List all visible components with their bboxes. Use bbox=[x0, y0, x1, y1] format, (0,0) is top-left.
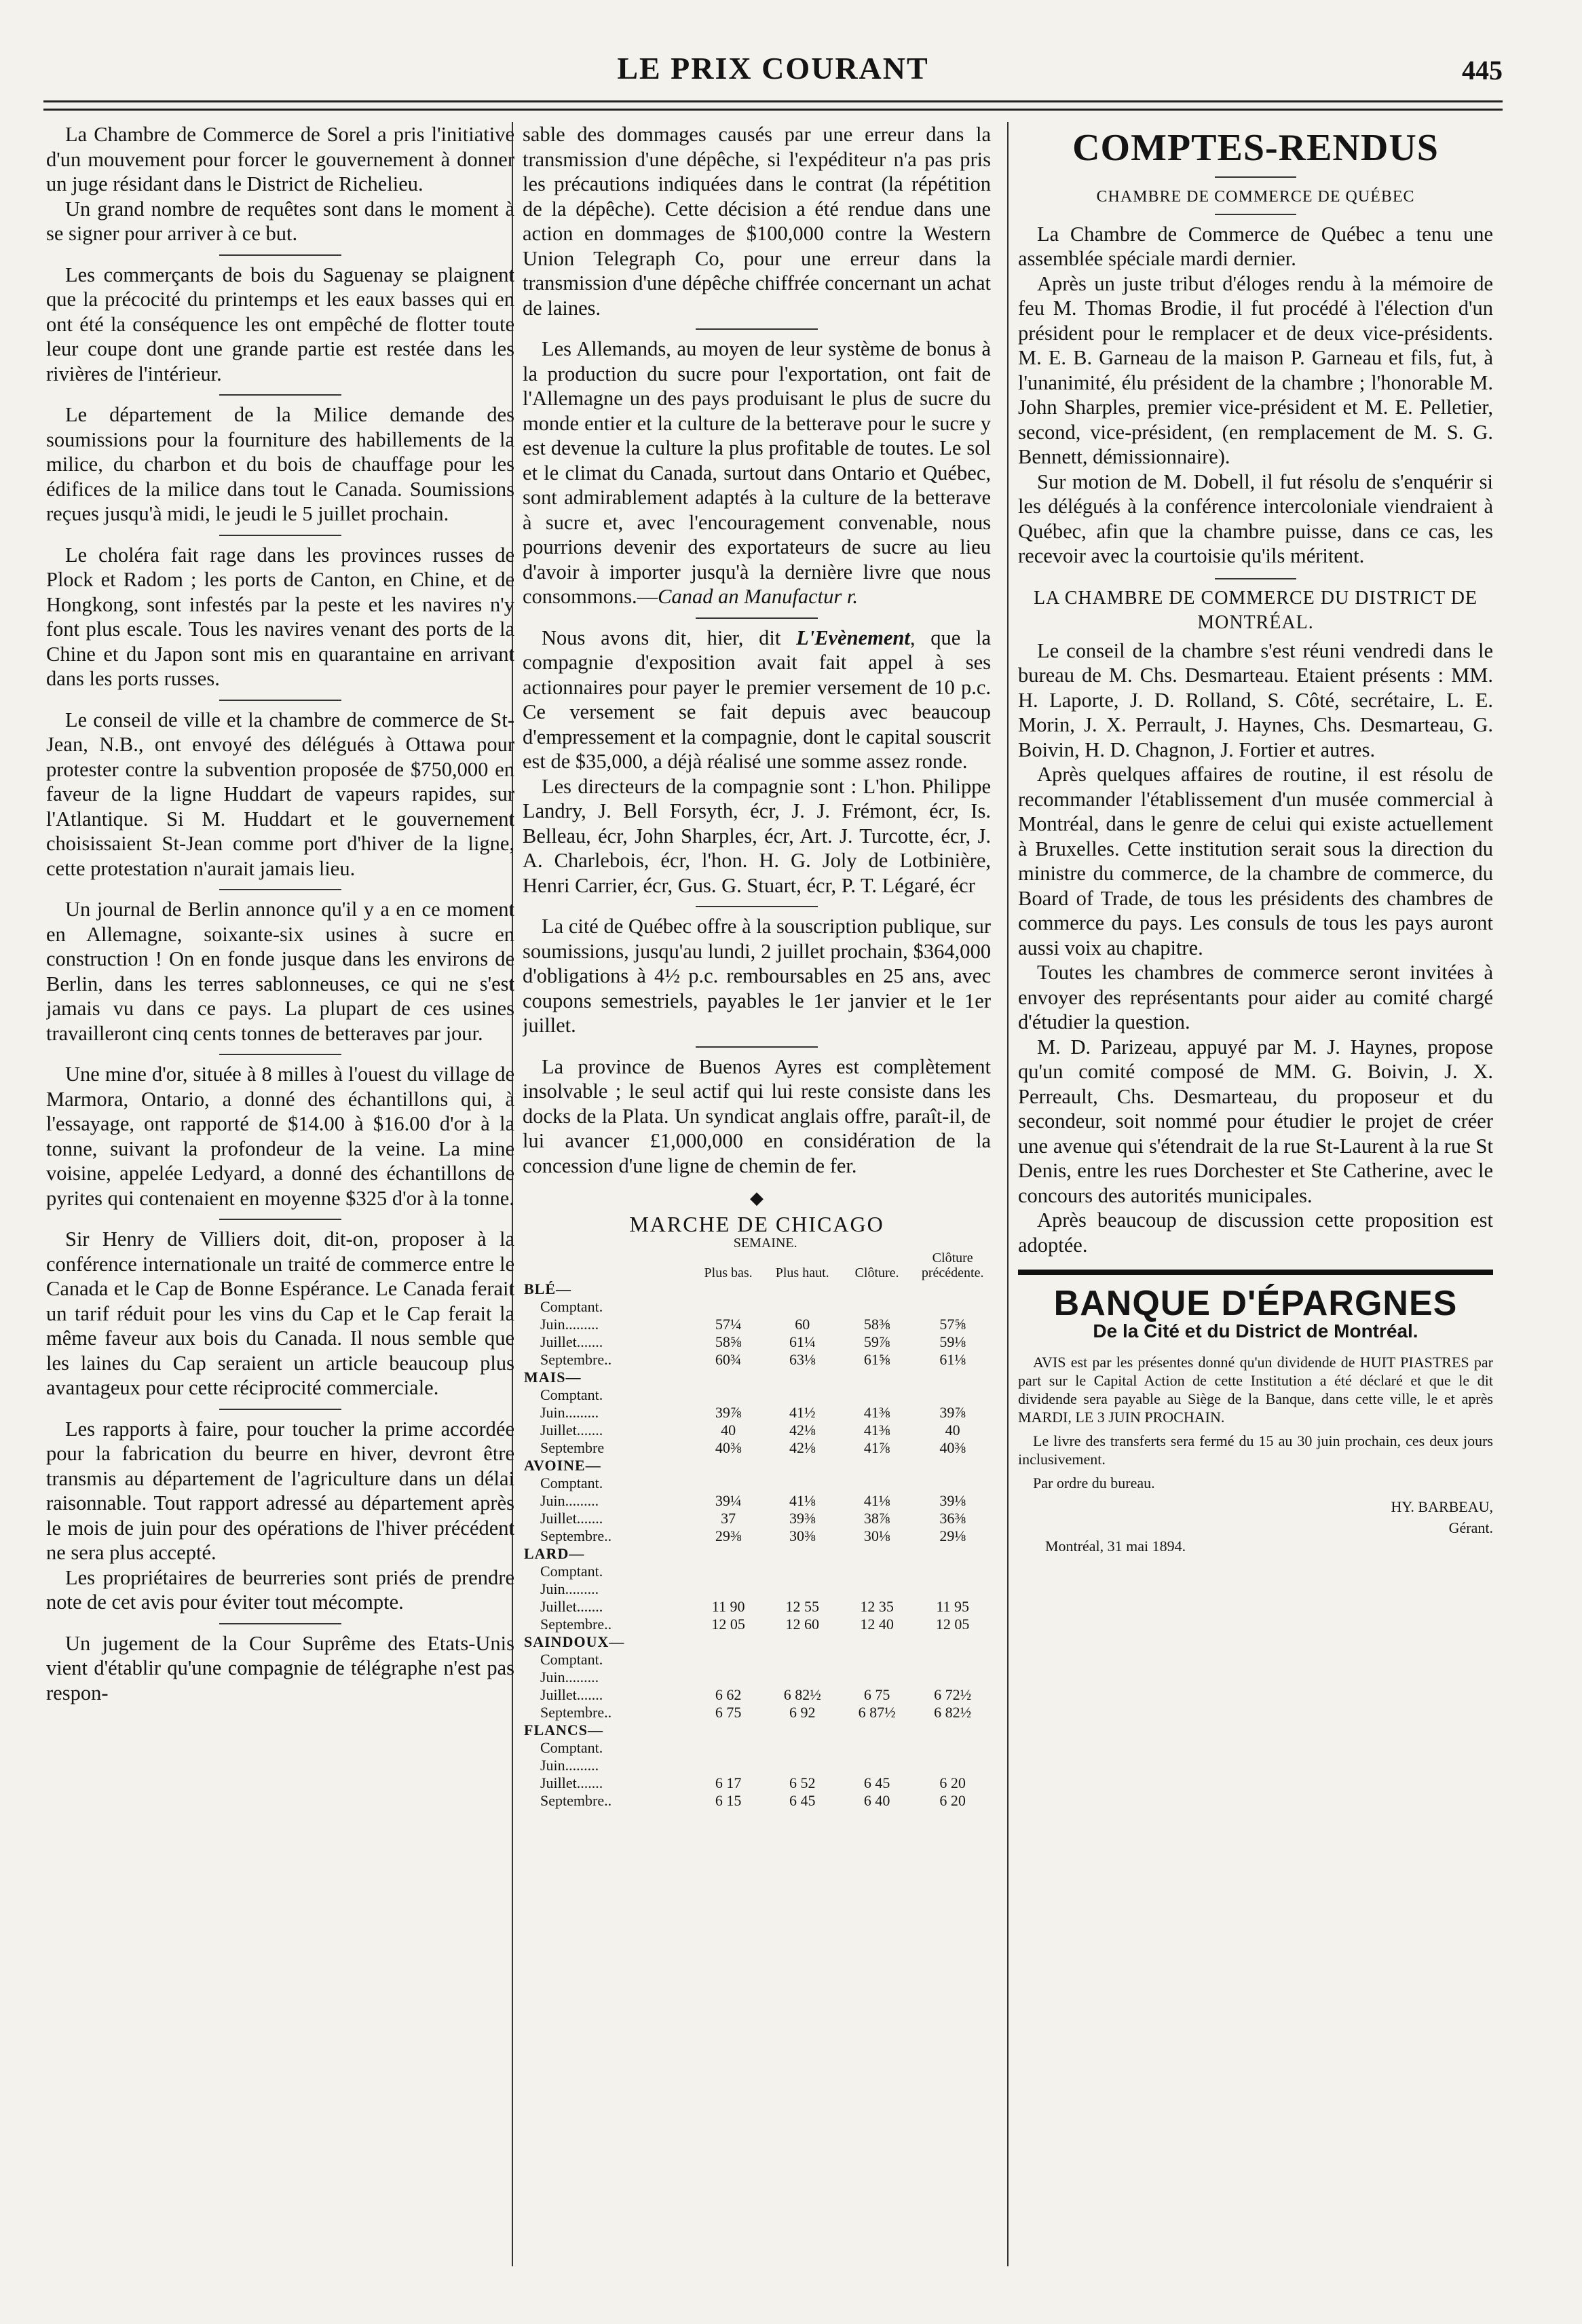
market-cell: 41⅛ bbox=[789, 1491, 816, 1509]
market-cell bbox=[766, 1386, 840, 1404]
article-milice: Le département de la Milice demande des soumissions pour la fourniture des habillements de la milice, du charbon et du bois de chauffage pour les édifices de la milice dans tout le Canada. Soumissions reçues jusqu'à midi, le jeudi le 5 juillet prochain. bbox=[46, 403, 514, 525]
article-beurre-2: Les propriétaires de beurreries sont priés de prendre note de cet avis pour éviter tout mécompte. bbox=[46, 1565, 514, 1614]
market-cell: 41⅜ bbox=[863, 1403, 890, 1421]
notice-p3: Par ordre du bureau. bbox=[1033, 1474, 1155, 1491]
article-sorel-2: Un grand nombre de requêtes sont dans le moment à se signer pour arriver à ce but. bbox=[46, 197, 514, 245]
market-row-label: Juin......... bbox=[540, 1491, 599, 1509]
market-cell: 6 20 bbox=[939, 1791, 966, 1809]
market-row-label: Septembre bbox=[540, 1439, 605, 1456]
market-cell: 12 60 bbox=[785, 1615, 819, 1633]
market-title: MARCHE DE CHICAGO bbox=[629, 1211, 884, 1236]
market-cell bbox=[692, 1669, 766, 1686]
column-2 bbox=[523, 122, 991, 2273]
article-saguenay: Les commerçants de bois du Saguenay se plaignent que la précocité du printemps et les eaux basses qui en ont été la conséquence les ont empêché de flotter toute leur coupe dont une grande partie est restée dans les rivières de l'intérieur. bbox=[46, 263, 514, 385]
market-col-header: Clôture précédente. bbox=[921, 1250, 984, 1280]
market-cell: 6 75 bbox=[715, 1703, 742, 1721]
market-cell: 6 82½ bbox=[934, 1703, 972, 1721]
market-cell: 12 05 bbox=[935, 1615, 970, 1633]
market-cell bbox=[914, 1580, 991, 1598]
market-row-label: Comptant. bbox=[540, 1650, 603, 1668]
article-exposition-lead: Nous avons dit, hier, dit bbox=[542, 626, 781, 649]
market-row bbox=[523, 1757, 991, 1774]
notice-p1: AVIS est par les présentes donné qu'un dividende de HUIT PIASTRES par part sur le Capital Action de cette Institution a été déclaré et que le dit dividende sera payable au Siège de la Banque, dans cette ville, le et après MARDI, LE 3 JUIN PROCHAIN. bbox=[1018, 1354, 1493, 1426]
separator bbox=[219, 254, 341, 256]
report-montreal-p2: Après quelques affaires de routine, il est résolu de recommander l'établissement d'un musée commercial à Montréal, dans le genre de celui qui existe actuellement à Bruxelles. Cette institution serait sous la direction du ministre du commerce, de la chambre de commerce, du Board of Trade, de tous les présidents des chambres de commerce du pays. Les consuls de tous les pays auront aussi voix au chapitre. bbox=[1018, 763, 1493, 959]
separator bbox=[219, 1409, 341, 1410]
market-cell: 29⅜ bbox=[715, 1527, 742, 1544]
market-cell: 6 40 bbox=[863, 1791, 890, 1809]
market-row bbox=[523, 1580, 991, 1598]
report-quebec-p3: Sur motion de M. Dobell, il fut résolu de s'enquérir si les délégués à la conférence intercoloniale viendraient à Québec, afin que la chambre puisse, dans ce cas, les recevoir avec la courtoisie qu'ils méritent. bbox=[1018, 470, 1493, 567]
separator bbox=[696, 906, 818, 907]
market-row bbox=[523, 1739, 991, 1757]
report-quebec-p1: La Chambre de Commerce de Québec a tenu une assemblée spéciale mardi dernier. bbox=[1018, 222, 1493, 270]
market-row bbox=[523, 1439, 991, 1457]
section-heading: COMPTES-RENDUS bbox=[1072, 127, 1439, 169]
market-cell: 6 87½ bbox=[858, 1703, 896, 1721]
market-cell bbox=[692, 1563, 766, 1580]
market-cell: 12 40 bbox=[860, 1615, 894, 1633]
market-cell bbox=[840, 1651, 915, 1669]
market-row-label: Juin......... bbox=[540, 1756, 599, 1774]
market-cell bbox=[692, 1739, 766, 1757]
market-row-label: Comptant. bbox=[540, 1562, 603, 1580]
article-exposition-source: L'Evènement bbox=[796, 626, 910, 649]
market-section-name: SAINDOUX— bbox=[524, 1633, 625, 1650]
article-mine-or: Une mine d'or, située à 8 milles à l'ouest du village de Marmora, Ontario, a donné des échantillons qui, à l'essayage, ont rapporté de $14.00 à $16.00 d'or à la tonne, suivant la profondeur de la veine. La mine voisine, appelée Ledyard, a donné des échantillons de pyrites qui contenaient en moyenne $325 d'or à la tonne. bbox=[46, 1063, 514, 1210]
separator bbox=[219, 889, 341, 890]
market-cell bbox=[914, 1757, 991, 1774]
market-row-label: Septembre.. bbox=[540, 1350, 612, 1368]
market-cell bbox=[766, 1669, 840, 1686]
market-section-row bbox=[523, 1457, 991, 1474]
market-cell: 30⅛ bbox=[863, 1527, 890, 1544]
market-row bbox=[523, 1563, 991, 1580]
market-cell bbox=[840, 1757, 915, 1774]
market-cell: 6 15 bbox=[715, 1791, 742, 1809]
market-row bbox=[523, 1651, 991, 1669]
market-row bbox=[523, 1774, 991, 1792]
market-cell: 60¾ bbox=[715, 1350, 742, 1368]
market-cell: 29⅛ bbox=[939, 1527, 966, 1544]
market-cell: 40 bbox=[721, 1421, 736, 1439]
market-cell: 30⅜ bbox=[789, 1527, 816, 1544]
market-cell bbox=[766, 1757, 840, 1774]
market-cell: 6 92 bbox=[789, 1703, 816, 1721]
market-row bbox=[523, 1686, 991, 1704]
market-cell: 12 55 bbox=[785, 1597, 819, 1615]
market-cell: 58⅜ bbox=[863, 1315, 890, 1333]
market-row bbox=[523, 1598, 991, 1616]
market-section-row bbox=[523, 1545, 991, 1563]
market-cell: 6 45 bbox=[863, 1774, 890, 1791]
market-cell: 60 bbox=[795, 1315, 810, 1333]
market-row-label: Juillet....... bbox=[540, 1333, 603, 1350]
article-allemands-text: Les Allemands, au moyen de leur système de bonus à la production du sucre pour l'exportation, ont fait de l'Allemagne un des pays produisant le plus de sucre du monde entier et la culture de la betterave pour le sucre y est devenue la culture la plus profitable de toutes. Le sol et le climat du Canada, surtout dans Ontario et Québec, sont admirablement adaptés à la culture de la betterave à sucre et, avec l'encouragement convenable, nous pourrions devenir des exportateurs de sucre au lieu d'avoir à importer jusqu'à la dernière livre que nous consommons.— bbox=[523, 337, 991, 608]
report-montreal-p4: M. D. Parizeau, appuyé par M. J. Haynes, propose qu'un comité composé de MM. G. Boivin, J. X. Perreault, Chs. Desmarteau, du proposeur et du secondeur, soit nommé pour étudier le projet de créer une avenue qui s'étendrait de la rue St-Laurent à la rue St Denis, entre les rues Dorchester et Ste Catherine, avec le concours des autorités municipales. bbox=[1018, 1035, 1493, 1207]
market-cell: 6 20 bbox=[939, 1774, 966, 1791]
market-cell bbox=[840, 1298, 915, 1316]
advert-rule bbox=[1018, 1270, 1493, 1275]
market-row-label: Juillet....... bbox=[540, 1509, 603, 1527]
market-row bbox=[523, 1316, 991, 1333]
market-cell bbox=[914, 1298, 991, 1316]
separator bbox=[219, 1054, 341, 1055]
market-row bbox=[523, 1298, 991, 1316]
market-row-label: Juin......... bbox=[540, 1668, 599, 1685]
article-cholera: Le choléra fait rage dans les provinces russes de Plock et Radom ; les ports de Canton, en Chine, et de Hongkong, sont infestés par la peste et les navires n'y font plus escale. Tous les navires venant des ports de la Chine et du Japon sont mis en quarantaine en arrivant dans les ports russes. bbox=[46, 543, 514, 690]
market-cell bbox=[914, 1669, 991, 1686]
market-cell: 6 72½ bbox=[934, 1685, 972, 1703]
market-row-label: Comptant. bbox=[540, 1297, 603, 1315]
market-cell bbox=[766, 1651, 840, 1669]
masthead bbox=[43, 41, 1503, 88]
market-cell: 39⅞ bbox=[715, 1403, 742, 1421]
market-cell: 6 52 bbox=[789, 1774, 816, 1791]
notice-p2: Le livre des transferts sera fermé du 15 au 30 juin prochain, ces deux jours inclusivement. bbox=[1018, 1432, 1493, 1468]
market-group-header: SEMAINE. bbox=[733, 1235, 797, 1251]
market-cell: 57¼ bbox=[715, 1315, 742, 1333]
market-cell bbox=[840, 1669, 915, 1686]
advert-notice bbox=[1018, 1353, 1493, 1555]
ornament-icon: ◆ bbox=[750, 1188, 764, 1208]
separator bbox=[696, 1046, 818, 1048]
notice-dateline: Montréal, 31 mai 1894. bbox=[1045, 1538, 1186, 1555]
market-cell: 59⅞ bbox=[863, 1333, 890, 1350]
market-row bbox=[523, 1669, 991, 1686]
market-cell: 6 17 bbox=[715, 1774, 742, 1791]
market-cell bbox=[692, 1757, 766, 1774]
separator bbox=[219, 1623, 341, 1624]
market-cell bbox=[766, 1563, 840, 1580]
market-cell bbox=[914, 1386, 991, 1404]
market-col-header: Clôture. bbox=[854, 1265, 899, 1280]
market-cell: 6 45 bbox=[789, 1791, 816, 1809]
market-cell: 59⅛ bbox=[939, 1333, 966, 1350]
column-1 bbox=[46, 122, 514, 2273]
market-section-name: BLÉ— bbox=[524, 1280, 572, 1297]
separator bbox=[219, 394, 341, 396]
market-row-label: Juillet....... bbox=[540, 1685, 603, 1703]
market-row bbox=[523, 1527, 991, 1545]
separator bbox=[1215, 176, 1296, 178]
market-cell bbox=[692, 1298, 766, 1316]
market-col-header: Plus haut. bbox=[775, 1265, 829, 1280]
market-cell: 11 90 bbox=[711, 1597, 745, 1615]
market-cell: 41⅜ bbox=[863, 1421, 890, 1439]
separator bbox=[696, 617, 818, 619]
report-montreal-p5: Après beaucoup de discussion cette proposition est adoptée. bbox=[1018, 1208, 1493, 1257]
market-row bbox=[523, 1404, 991, 1422]
market-cell bbox=[766, 1580, 840, 1598]
market-cell bbox=[692, 1580, 766, 1598]
report-montreal-p3: Toutes les chambres de commerce seront invitées à envoyer des représentants pour aider au comité chargé d'étudier la question. bbox=[1018, 961, 1493, 1033]
market-section-name: AVOINE— bbox=[524, 1456, 601, 1474]
market-cell: 38⅞ bbox=[863, 1509, 890, 1527]
market-row-label: Comptant. bbox=[540, 1386, 603, 1403]
market-cell bbox=[840, 1563, 915, 1580]
market-cell: 39⅞ bbox=[939, 1403, 966, 1421]
market-cell bbox=[692, 1651, 766, 1669]
market-row bbox=[523, 1510, 991, 1527]
market-row-label: Comptant. bbox=[540, 1738, 603, 1756]
market-row-label: Septembre.. bbox=[540, 1703, 612, 1721]
advert-title: BANQUE D'ÉPARGNES bbox=[1053, 1284, 1458, 1323]
market-section-row bbox=[523, 1280, 991, 1298]
market-row bbox=[523, 1422, 991, 1439]
market-cell: 61¼ bbox=[789, 1333, 816, 1350]
column-divider-2 bbox=[1007, 122, 1009, 2266]
market-row bbox=[523, 1704, 991, 1721]
notice-signature: HY. BARBEAU, bbox=[1391, 1498, 1493, 1515]
subheading-quebec: CHAMBRE DE COMMERCE DE QUÉBEC bbox=[1096, 188, 1415, 206]
market-cell: 41½ bbox=[789, 1403, 816, 1421]
market-row-label: Juillet....... bbox=[540, 1597, 603, 1615]
market-section-name: MAIS— bbox=[524, 1368, 582, 1386]
market-section-row bbox=[523, 1721, 991, 1739]
market-cell: 42⅛ bbox=[789, 1421, 816, 1439]
market-row-label: Juillet....... bbox=[540, 1774, 603, 1791]
article-buenos-ayres: La province de Buenos Ayres est complètement insolvable ; le seul actif qui lui reste consiste dans les docks de la Plata. Un syndicat anglais offre, paraît-il, de lui avancer £1,000,000 en considération de la concession d'une ligne de chemin de fer. bbox=[523, 1054, 991, 1177]
report-montreal-p1: Le conseil de la chambre s'est réuni vendredi dans le bureau de M. Chs. Desmarteau. Etaient présents : MM. H. Laporte, J. D. Rolland, S. Côté, secrétaire, L. E. Morin, J. X. Perrault, J. Haynes, Chs. Desmarteau, G. Boivin, H. D. Chagnon, J. Fortier et autres. bbox=[1018, 639, 1493, 761]
market-row bbox=[523, 1474, 991, 1492]
market-cell bbox=[692, 1474, 766, 1492]
market-cell: 11 95 bbox=[936, 1597, 970, 1615]
market-cell: 39⅛ bbox=[939, 1491, 966, 1509]
market-row-label: Juillet....... bbox=[540, 1421, 603, 1439]
market-section-name: FLANCS— bbox=[524, 1721, 604, 1738]
market-row bbox=[523, 1351, 991, 1369]
separator bbox=[219, 1219, 341, 1220]
market-section-row bbox=[523, 1633, 991, 1651]
market-cell bbox=[840, 1386, 915, 1404]
separator bbox=[219, 535, 341, 536]
market-cell: 57⅝ bbox=[939, 1315, 966, 1333]
market-cell: 40⅜ bbox=[939, 1439, 966, 1456]
article-allemands bbox=[523, 337, 991, 609]
market-row bbox=[523, 1792, 991, 1810]
article-exposition bbox=[523, 626, 991, 774]
market-row bbox=[523, 1333, 991, 1351]
market-row-label: Juin......... bbox=[540, 1403, 599, 1421]
market-cell bbox=[766, 1474, 840, 1492]
market-chicago bbox=[523, 1211, 991, 1810]
market-cell: 12 05 bbox=[711, 1615, 745, 1633]
market-row-label: Septembre.. bbox=[540, 1615, 612, 1633]
market-cell bbox=[840, 1580, 915, 1598]
market-cell: 58⅝ bbox=[715, 1333, 742, 1350]
market-cell: 40⅜ bbox=[715, 1439, 742, 1456]
market-cell: 39¼ bbox=[715, 1491, 742, 1509]
market-cell: 41⅞ bbox=[863, 1439, 890, 1456]
market-corner bbox=[523, 1236, 692, 1251]
market-row bbox=[523, 1616, 991, 1633]
article-exposition-text: , que la compagnie d'exposition avait fait appel à ses actionnaires pour payer le premier versement de 10 p.c. Ce versement se fait depuis avec beaucoup d'empressement et la compagnie, dont le capital souscrit est de $35,000, a déjà réalisé une somme assez ronde. bbox=[523, 626, 991, 773]
market-row-label: Comptant. bbox=[540, 1474, 603, 1491]
notice-signature-title: Gérant. bbox=[1448, 1519, 1493, 1536]
market-table bbox=[523, 1236, 991, 1810]
market-cell: 36⅜ bbox=[939, 1509, 966, 1527]
market-cell: 6 82½ bbox=[783, 1685, 821, 1703]
market-cell: 6 75 bbox=[863, 1685, 890, 1703]
subheading-montreal: LA CHAMBRE DE COMMERCE DU DISTRICT DE MONTRÉAL. bbox=[1033, 587, 1478, 633]
separator bbox=[1215, 214, 1296, 215]
market-cell: 63⅛ bbox=[789, 1350, 816, 1368]
market-cell: 6 62 bbox=[715, 1685, 742, 1703]
market-cell bbox=[914, 1651, 991, 1669]
market-row-label: Septembre.. bbox=[540, 1527, 612, 1544]
article-allemands-source: Canad an Manufactur r. bbox=[658, 585, 858, 608]
column-3 bbox=[1018, 122, 1493, 2273]
article-villiers: Sir Henry de Villiers doit, dit-on, proposer à la conférence internationale un traité de commerce entre le Canada et le Cap de Bonne Espérance. Le Canada ferait un tarif réduit pour les vins du Cap et le Cap ferait la même faveur aux bois du Canada. Il nous semble que les laines du Cap seraient un article beaucoup plus avantageux pour cette réciprocité commerciale. bbox=[46, 1227, 514, 1399]
market-cell bbox=[840, 1739, 915, 1757]
page-number: 445 bbox=[1462, 55, 1503, 85]
market-cell: 61⅝ bbox=[863, 1350, 890, 1368]
market-row-label: Septembre.. bbox=[540, 1791, 612, 1809]
article-st-jean: Le conseil de ville et la chambre de commerce de St-Jean, N.B., ont envoyé des délégués à Ottawa pour protester contre la subvention proposée de $750,000 en faveur de la ligne Huddart de vapeurs rapides, sur l'Atlantique. Si M. Huddart et le gouvernement choisissaient St-Jean comme port d'hiver de la ligne, cette protestation n'aurait jamais lieu. bbox=[46, 708, 514, 880]
market-cell bbox=[914, 1739, 991, 1757]
market-cell: 40 bbox=[945, 1421, 960, 1439]
market-cell: 12 35 bbox=[860, 1597, 894, 1615]
header-rule-2 bbox=[43, 109, 1503, 111]
market-cell bbox=[766, 1739, 840, 1757]
report-quebec-p2: Après un juste tribut d'éloges rendu à la mémoire de feu M. Thomas Brodie, il fut procédé à l'élection d'un président pour le remplacer et de deux vice-présidents. M. E. B. Garneau de la maison P. Garneau et fils, fut, à l'unanimité, élu président de la chambre ; l'honorable M. John Sharples, premier vice-président et M. E. Pelletier, second, vice-président, (en remplacement de M. S. G. Bennett, démissionnaire). bbox=[1018, 271, 1493, 468]
article-beurre: Les rapports à faire, pour toucher la prime accordée pour la fabrication du beurre en hiver, devront être transmis au département de l'agriculture dans un délai raisonnable. Tout rapport adressé au département après le mois de juin pour des opérations de l'hiver précédent ne sera plus accepté. bbox=[46, 1417, 514, 1564]
market-row-label: Juin......... bbox=[540, 1315, 599, 1333]
market-cell bbox=[766, 1298, 840, 1316]
article-quebec-obligations: La cité de Québec offre à la souscription publique, sur soumissions, jusqu'au lundi, 2 juillet prochain, $364,000 d'obligations à 4½ p.c. remboursables en 25 ans, avec coupons semestriels, payables le 1er janvier et le 1er juillet. bbox=[523, 915, 991, 1037]
article-directeurs: Les directeurs de la compagnie sont : L'hon. Philippe Landry, J. Bell Forsyth, écr, J. J. Frémont, écr, Is. Belleau, écr, John Sharples, écr, Art. J. Turcotte, écr, J. A. Charlebois, écr, l'hon. H. G. Joly de Lotbinière, Henri Carrier, écr, Gus. G. Stuart, écr, P. T. Légaré, écr bbox=[523, 774, 991, 897]
market-row-label: Juin......... bbox=[540, 1580, 599, 1597]
separator bbox=[219, 700, 341, 701]
market-section-row bbox=[523, 1369, 991, 1386]
article-jugement: Un jugement de la Cour Suprême des Etats-Unis vient d'établir qu'une compagnie de télégraphe n'est pas respon- bbox=[46, 1631, 514, 1704]
header-rule-1 bbox=[43, 100, 1503, 102]
market-col-header: Plus bas. bbox=[704, 1265, 753, 1280]
market-cell bbox=[914, 1563, 991, 1580]
separator bbox=[696, 328, 818, 330]
market-section-name: LARD— bbox=[524, 1544, 585, 1562]
advert-subtitle: De la Cité et du District de Montréal. bbox=[1093, 1320, 1418, 1341]
market-cell bbox=[914, 1474, 991, 1492]
article-berlin: Un journal de Berlin annonce qu'il y a en ce moment en Allemagne, soixante-six usines à sucre en construction ! On en fonde jusque dans les environs de Berlin, dans les terres sablonneuses, ce qui ne s'est jamais vu dans ce pays. La plupart de ces usines travailleront cinq cents tonnes de betteraves par jour. bbox=[46, 898, 514, 1045]
market-cell: 61⅛ bbox=[939, 1350, 966, 1368]
market-cell: 39⅜ bbox=[789, 1509, 816, 1527]
market-cell: 42⅛ bbox=[789, 1439, 816, 1456]
market-cell bbox=[840, 1474, 915, 1492]
article-sorel: La Chambre de Commerce de Sorel a pris l'initiative d'un mouvement pour forcer le gouvernement à donner un juge résidant dans le District de Richelieu. bbox=[46, 123, 514, 195]
article-jugement-cont: sable des dommages causés par une erreur dans la transmission d'une dépêche, si l'expéditeur n'a pas pris les précautions indiquées dans le contrat (la répétition de la dépêche). Cette décision a été rendue dans une action en dommages de $100,000 contre la Western Union Telegraph Co, pour une erreur dans la transmission d'une dépêche chiffrée concernant un achat de laines. bbox=[523, 123, 991, 320]
market-cell: 41⅛ bbox=[863, 1491, 890, 1509]
market-row bbox=[523, 1492, 991, 1510]
page-title: LE PRIX COURANT bbox=[617, 51, 929, 85]
market-cell bbox=[692, 1386, 766, 1404]
market-row bbox=[523, 1386, 991, 1404]
market-cell: 37 bbox=[721, 1509, 736, 1527]
market-table-body bbox=[523, 1280, 991, 1810]
separator bbox=[1215, 578, 1296, 579]
